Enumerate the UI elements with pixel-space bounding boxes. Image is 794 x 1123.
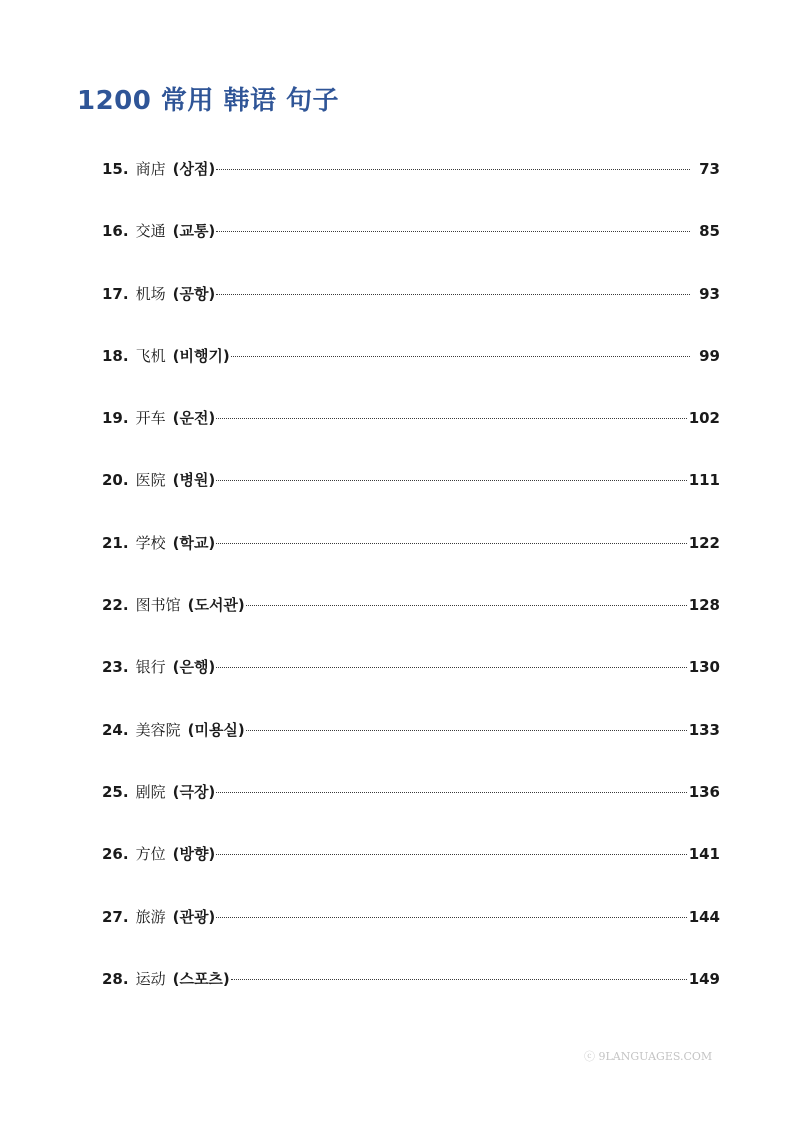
toc-entry-page-number: 149 [688, 969, 720, 988]
toc-entry-page-number: 122 [688, 533, 720, 552]
toc-entry-number: 24. [102, 720, 129, 739]
toc-entry-chinese-title: 图书馆 [135, 596, 181, 615]
toc-entry-number: 16. [102, 222, 129, 241]
toc-entry[interactable] [102, 594, 720, 656]
toc-entry-korean-title: (미용실) [187, 720, 245, 739]
toc-entry-number: 23. [102, 658, 129, 677]
toc-entry-page-number: 85 [699, 222, 720, 241]
toc-entry-page-number: 136 [688, 782, 720, 801]
toc-entry-page-number: 93 [699, 284, 720, 303]
toc-entry-korean-title: (비행기) [172, 346, 230, 365]
toc-entry[interactable] [102, 656, 720, 718]
toc-entry-chinese-title: 学校 [135, 533, 166, 552]
toc-entry-korean-title: (극장) [172, 782, 216, 801]
toc-entry-korean-title: (교통) [172, 222, 216, 241]
toc-entry[interactable] [102, 345, 720, 407]
toc-entry-number: 19. [102, 409, 129, 428]
toc-entry-korean-title: (상점) [172, 160, 216, 178]
toc-entry-page-number: 73 [699, 160, 720, 178]
toc-entry[interactable] [102, 283, 720, 345]
toc-entry[interactable] [102, 968, 720, 1030]
toc-entry-chinese-title: 剧院 [135, 782, 166, 801]
toc-entry-chinese-title: 银行 [135, 658, 166, 677]
toc-entry-number: 17. [102, 284, 129, 303]
toc-entry-page-number: 130 [688, 658, 720, 677]
toc-entry-chinese-title: 旅游 [135, 907, 166, 926]
toc-entry-number: 25. [102, 782, 129, 801]
toc-entry-number: 28. [102, 969, 129, 988]
toc-entry-number: 18. [102, 346, 129, 365]
toc-entry[interactable] [102, 532, 720, 594]
document-title: 1200 常用 韩语 句子 [77, 86, 340, 116]
toc-entry-chinese-title: 商店 [135, 160, 166, 178]
toc-entry-chinese-title: 交通 [135, 222, 166, 241]
toc-entry-korean-title: (방향) [172, 845, 216, 864]
toc-entry-page-number: 111 [688, 471, 720, 490]
toc-entry-korean-title: (스포츠) [172, 969, 230, 988]
toc-dot-leader [231, 356, 690, 357]
toc-entry[interactable] [102, 158, 720, 220]
toc-dot-leader [216, 667, 686, 668]
toc-entry-number: 27. [102, 907, 129, 926]
toc-entry-korean-title: (병원) [172, 471, 216, 490]
toc-entry[interactable] [102, 407, 720, 469]
toc-dot-leader [216, 480, 686, 481]
toc-entry[interactable] [102, 906, 720, 968]
toc-entry-number: 26. [102, 845, 129, 864]
toc-entry-korean-title: (운전) [172, 409, 216, 428]
toc-dot-leader [231, 979, 687, 980]
toc-dot-leader [216, 543, 686, 544]
toc-entry-number: 20. [102, 471, 129, 490]
toc-entry-korean-title: (도서관) [187, 596, 245, 615]
toc-entry-page-number: 133 [688, 720, 720, 739]
toc-entry-number: 22. [102, 596, 129, 615]
toc-entry-korean-title: (관광) [172, 907, 216, 926]
toc-dot-leader [216, 169, 690, 170]
toc-dot-leader [216, 792, 686, 793]
toc-entry-chinese-title: 方位 [135, 845, 166, 864]
toc-entry-korean-title: (공항) [172, 284, 216, 303]
toc-dot-leader [216, 231, 690, 232]
toc-entry[interactable] [102, 220, 720, 282]
toc-entry-chinese-title: 医院 [135, 471, 166, 490]
toc-entry-page-number: 102 [688, 409, 720, 428]
toc-dot-leader [216, 854, 686, 855]
toc-dot-leader [216, 294, 690, 295]
toc-dot-leader [246, 730, 687, 731]
toc-entry[interactable] [102, 719, 720, 781]
toc-entry-page-number: 144 [688, 907, 720, 926]
toc-entry-chinese-title: 运动 [135, 969, 166, 988]
toc-dot-leader [216, 917, 686, 918]
toc-entry[interactable] [102, 843, 720, 905]
copyright-watermark: ⓒ 9LANGUAGES.COM [584, 1050, 713, 1063]
toc-entry-korean-title: (은행) [172, 658, 216, 677]
toc-entry-chinese-title: 美容院 [135, 720, 181, 739]
toc-entry-chinese-title: 机场 [135, 284, 166, 303]
toc-entry-page-number: 141 [688, 845, 720, 864]
toc-entry[interactable] [102, 781, 720, 843]
toc-entry-chinese-title: 飞机 [135, 346, 166, 365]
toc-entry-page-number: 128 [688, 596, 720, 615]
toc-dot-leader [216, 418, 686, 419]
toc-entry-number: 15. [102, 160, 129, 178]
toc-entry-korean-title: (학교) [172, 533, 216, 552]
toc-dot-leader [246, 605, 687, 606]
toc-entry-number: 21. [102, 533, 129, 552]
toc-entry[interactable] [102, 469, 720, 531]
toc-entry-chinese-title: 开车 [135, 409, 166, 428]
toc-entry-page-number: 99 [699, 346, 720, 365]
table-of-contents [102, 158, 720, 1030]
